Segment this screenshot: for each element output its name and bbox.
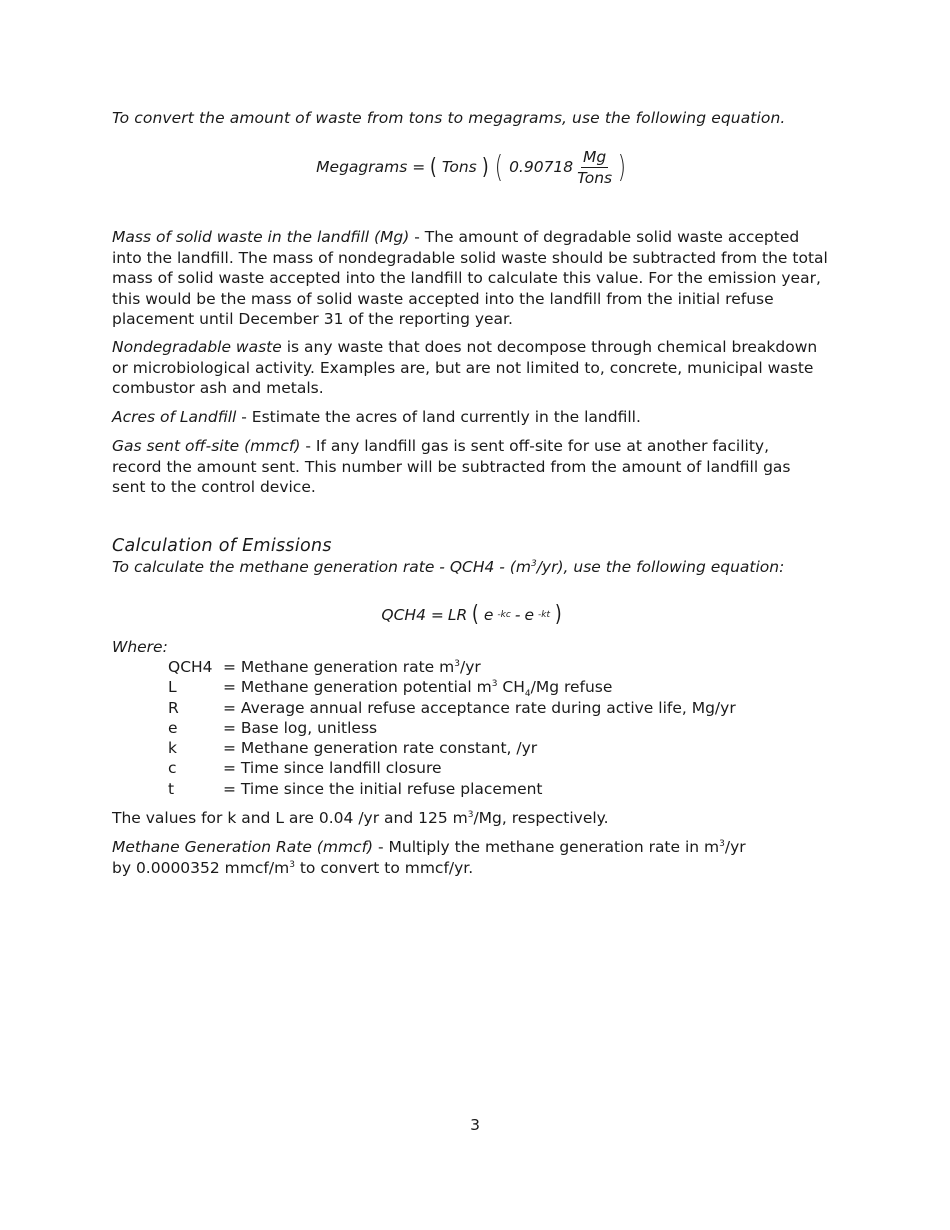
definition-text xyxy=(223,657,481,677)
equation2-lhs: QCH4 = xyxy=(381,605,444,624)
definition-post: /yr xyxy=(459,658,481,676)
definition-sup: 3 xyxy=(491,679,498,690)
definition-sup: 3 xyxy=(454,658,460,669)
fraction-denominator: Tons xyxy=(577,169,613,187)
definition-pre: = Methane generation rate m xyxy=(223,658,455,676)
definition-text: = Time since the initial refuse placement xyxy=(223,779,543,798)
rate-sup1: 3 xyxy=(719,838,725,849)
equation2-e2: e xyxy=(524,605,534,624)
definition-text: = Methane generation rate constant, /yr xyxy=(223,739,538,758)
section-title: Calculation of Emissions xyxy=(112,536,332,556)
definition-symbol: t xyxy=(168,779,175,798)
values-post: /Mg, respectively. xyxy=(473,809,609,827)
section-subtitle xyxy=(112,557,832,578)
definition-pre: = Methane generation potential m xyxy=(223,678,492,697)
where-label: Where: xyxy=(112,638,168,656)
definition-row xyxy=(168,738,736,758)
equation-constant: 0.90718 xyxy=(509,158,574,177)
rate-sup2: 3 xyxy=(289,859,295,870)
definition-row xyxy=(168,758,736,778)
rate-body2: /yr by 0.0000352 mmcf/m xyxy=(112,838,746,877)
intro-text: To convert the amount of waste from tons to megagrams, use the following equation. xyxy=(112,109,786,127)
definition-symbol: L xyxy=(168,678,177,697)
definition-text: = Time since landfill closure xyxy=(223,759,442,778)
acres-paragraph xyxy=(112,407,832,428)
paren-open: ( xyxy=(472,602,480,627)
definition-post: /Mg refuse xyxy=(530,678,613,697)
definition-row xyxy=(168,718,736,738)
definition-symbol: R xyxy=(168,698,179,717)
definition-symbol: e xyxy=(168,718,178,737)
gas-term: Gas sent off-site (mmcf) xyxy=(112,437,301,455)
tons-to-megagrams-equation xyxy=(112,148,832,187)
gas-paragraph xyxy=(112,436,802,498)
nondegradable-term: Nondegradable waste xyxy=(112,338,282,356)
equation-lhs: Megagrams = xyxy=(316,158,426,177)
paren-close-large: ) xyxy=(617,149,627,185)
definition-row xyxy=(168,677,736,700)
equation-tons: Tons xyxy=(441,158,477,177)
nondegradable-paragraph xyxy=(112,337,832,399)
subtitle-post: /yr), use the following equation: xyxy=(536,558,785,576)
definition-row xyxy=(168,779,736,799)
rate-body1: - Multiply the methane generation rate in m xyxy=(373,838,720,856)
definition-text xyxy=(223,677,613,700)
acres-term: Acres of Landfill xyxy=(112,408,237,426)
methane-equation: QCH4 = LR ( e -kc - e -kt ) xyxy=(381,602,562,627)
definition-text: = Average annual refuse acceptance rate during active life, Mg/yr xyxy=(223,698,736,717)
definitions-list xyxy=(168,657,736,799)
paren-open-large: ( xyxy=(495,149,504,185)
paren-open: ( xyxy=(430,154,437,180)
definition-mid: CH xyxy=(497,678,525,697)
values-pre: The values for k and L are 0.04 /yr and 125 m xyxy=(112,809,468,827)
paren-close: ) xyxy=(481,154,489,180)
definition-text: = Base log, unitless xyxy=(223,718,378,737)
equation2-e1: e xyxy=(483,605,494,624)
definition-sub: 4 xyxy=(524,689,531,700)
values-line xyxy=(112,808,832,829)
rate-paragraph xyxy=(112,837,762,878)
rate-body3: to convert to mmcf/yr. xyxy=(294,858,474,877)
definition-row xyxy=(168,657,736,677)
equation-fraction xyxy=(577,148,612,187)
mass-paragraph xyxy=(112,227,832,330)
definition-row xyxy=(168,698,736,718)
definition-symbol: k xyxy=(168,739,177,758)
rate-term: Methane Generation Rate (mmcf) xyxy=(112,838,374,856)
fraction-numerator: Mg xyxy=(583,148,607,166)
equation2-lr: LR xyxy=(447,605,468,624)
subtitle-pre: To calculate the methane generation rate - QCH4 - (m xyxy=(112,558,531,576)
equation2-minus: - xyxy=(514,605,521,624)
values-sup: 3 xyxy=(467,809,474,820)
definition-symbol: QCH4 xyxy=(168,658,213,676)
page-number: 3 xyxy=(470,1116,480,1134)
definition-symbol: c xyxy=(168,759,177,778)
nondegradable-body: is any waste that does not decompose through chemical breakdown or microbiological activity. Examples are, but are not limited to, concrete, municipal waste combustor ash and metals. xyxy=(112,338,818,397)
gas-body: - If any landfill gas is sent off-site for use at another facility, record the amount sent. This number will be subtracted from the amount of landfill gas sent to the control device. xyxy=(112,437,791,496)
mass-body: - The amount of degradable solid waste accepted into the landfill. The mass of nondegradable solid waste should be subtracted from the total mass of solid waste accepted into the landfill to calculate this value. For the emission year, this would be the mass of solid waste accepted into the landfill from the initial refuse placement until December 31 of the reporting year. xyxy=(112,228,828,328)
acres-body: - Estimate the acres of land currently in the landfill. xyxy=(236,408,641,426)
mass-term: Mass of solid waste in the landfill (Mg) xyxy=(112,228,410,246)
paren-close: ) xyxy=(554,602,562,627)
subtitle-sup: 3 xyxy=(530,558,537,569)
